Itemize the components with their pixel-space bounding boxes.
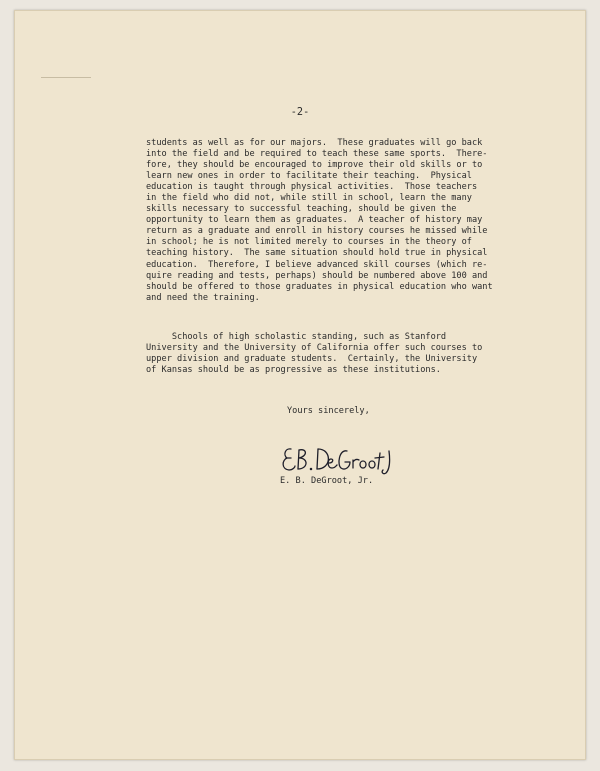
signature-name: E. B. DeGroot, Jr. bbox=[280, 476, 374, 486]
body-paragraph-1: students as well as for our majors. These graduates will go back into the field and be required to teach these same sports. There- fore, they should be encouraged to improve their old skills or to learn new ones in order to facilitate their teaching. Physical education is taught through physical activities. Those teachers in the field who did not, while still in school, learn the many skills necessary to successful teaching, should be given the opportunity to learn them as graduates. A teacher of history may return as a graduate and enroll in history courses he missed while in school; he is not limited merely to courses in the theory of teaching history. The same situation should hold true in physical education. Therefore, I believe advanced skill courses (which re- quire reading and tests, perhaps) should be numbered above 100 and should be offered to those graduates in physical education who want and need the training. bbox=[146, 138, 493, 303]
handwritten-signature bbox=[277, 439, 397, 475]
closing: Yours sincerely, bbox=[287, 406, 370, 416]
page-number: -2- bbox=[290, 107, 310, 118]
body-paragraph-2: Schools of high scholastic standing, such as Stanford University and the University of California offer such courses to upper division and graduate students. Certainly, the University of Kansas should be as progressive as these institutions. bbox=[146, 332, 483, 376]
letter-page bbox=[14, 10, 586, 760]
pencil-mark bbox=[41, 77, 91, 78]
